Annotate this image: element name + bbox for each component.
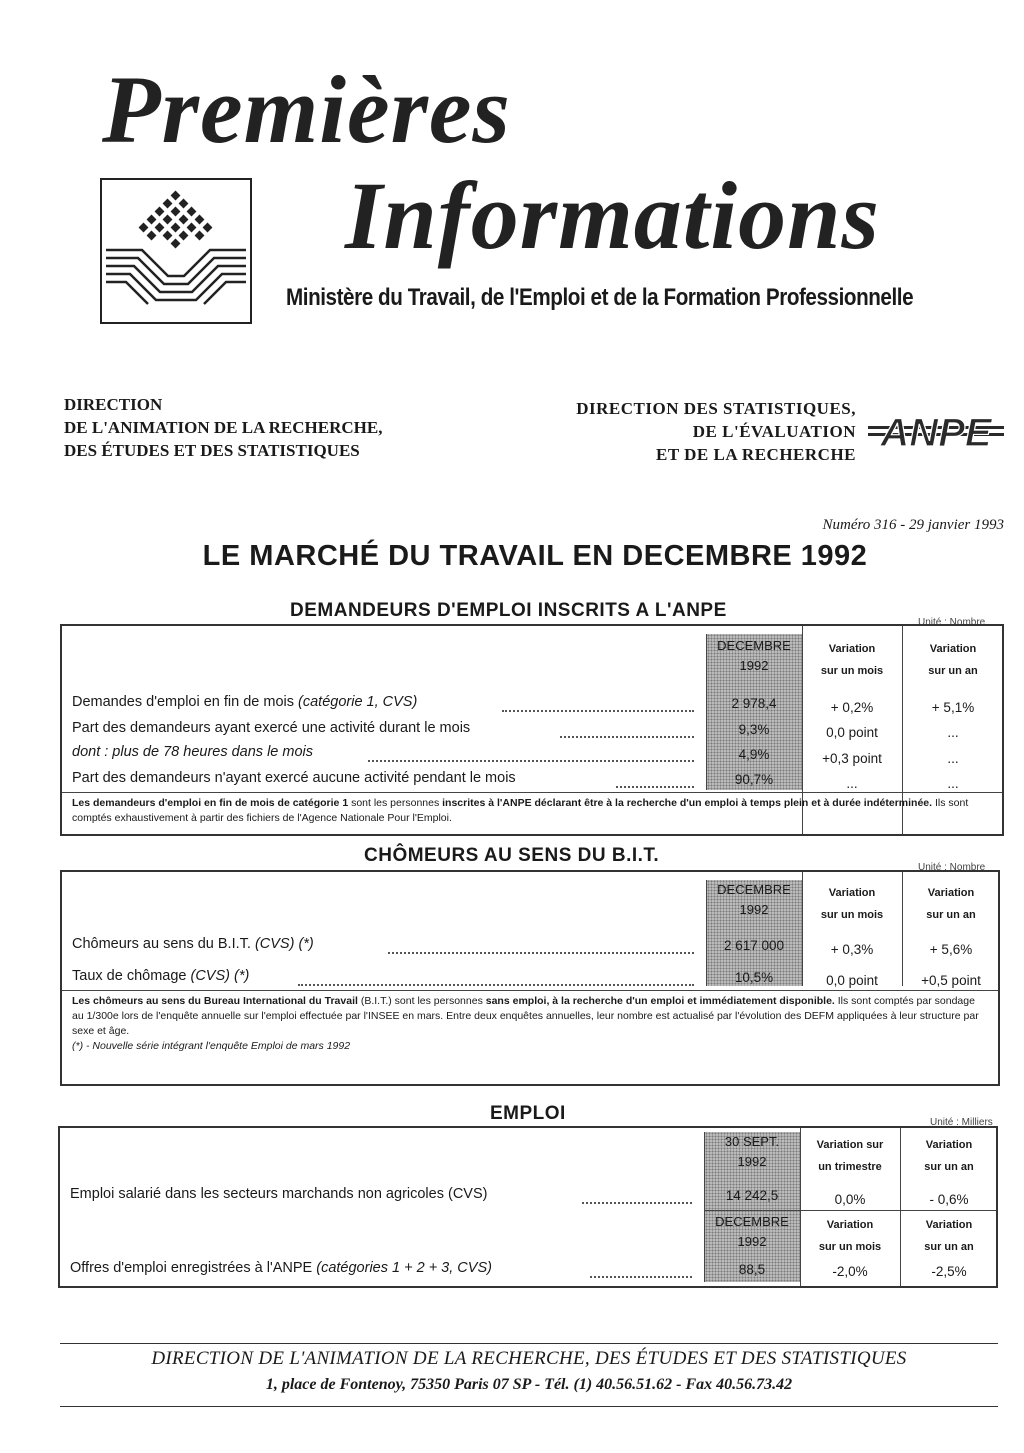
row-value: 14 242,5 xyxy=(725,1188,779,1203)
row-label-text: Part des demandeurs ayant exercé une activité durant le mois xyxy=(72,720,471,736)
direction-right xyxy=(576,397,856,466)
row-label-text: Taux de chômage xyxy=(72,968,187,984)
header-var1-line: sur un mois xyxy=(818,1241,882,1253)
row-var1: ... xyxy=(846,776,858,791)
direction-left xyxy=(64,393,382,462)
header-var2-line: sur un an xyxy=(928,665,978,677)
section1-table xyxy=(60,624,1004,836)
row-var1: + 0,3% xyxy=(830,942,874,957)
table-row-label xyxy=(70,1186,487,1202)
header-period-line: 1992 xyxy=(737,1234,767,1249)
header-var1 xyxy=(800,1214,900,1258)
header-period-line: DECEMBRE xyxy=(717,638,791,653)
section2-unit: Unité : Nombre xyxy=(918,862,986,873)
footer-direction: DIRECTION DE L'ANIMATION DE LA RECHERCHE, DES ÉTUDES ET DES STATISTIQUES xyxy=(151,1348,907,1369)
leader-dots xyxy=(582,1202,692,1204)
header-var2-line: Variation xyxy=(927,887,975,899)
issue-number: Numéro 316 - 29 janvier 1993 xyxy=(822,517,1004,533)
footer-rule-bottom xyxy=(60,1406,998,1407)
section1-note xyxy=(72,796,992,826)
note-text: Ils sont comptés par sondage au 1/300e lors de l'enquête annuelle sur l'emploi effectuée par l'INSEE en mars. Entre deux enquêtes annuelles, leur nombre est actualisé par l'évolution des DEFM appliquées à leur structure par sexe et âge. xyxy=(72,995,979,1037)
header-var1 xyxy=(802,638,902,682)
header-var1-line: Variation xyxy=(828,643,876,655)
table-row-label xyxy=(72,936,314,952)
table-row-label xyxy=(72,968,249,984)
header-var2 xyxy=(900,1214,998,1258)
leader-dots xyxy=(502,710,694,712)
anpe-logo-icon xyxy=(868,408,1004,452)
note-italic: (*) - Nouvelle série intégrant l'enquête Emploi de mars 1992 xyxy=(72,1040,351,1052)
row-var1: -2,0% xyxy=(832,1264,868,1279)
title-informations: Informations xyxy=(345,162,880,269)
header-period-line: 30 SEPT. xyxy=(724,1134,780,1149)
row-label-text: Emploi salarié dans les secteurs marchands non agricoles (CVS) xyxy=(70,1186,488,1202)
direction-left-line: DE L'ANIMATION DE LA RECHERCHE, xyxy=(64,418,383,437)
direction-right-line: DIRECTION DES STATISTIQUES, xyxy=(576,399,856,418)
header-var2 xyxy=(900,1134,998,1178)
header-var1-line: Variation sur xyxy=(816,1139,884,1151)
row-label-italic: (catégorie 1, CVS) xyxy=(298,694,418,710)
section2-title: CHÔMEURS AU SENS DU B.I.T. xyxy=(364,845,660,866)
header-var2-line: sur un an xyxy=(924,1241,974,1253)
note-bold: inscrites à l'ANPE déclarant être à la recherche d'un emploi à temps plein et à durée indéterminée. xyxy=(442,797,933,809)
header-var1 xyxy=(802,882,902,926)
row-value: 9,3% xyxy=(738,722,770,737)
note-text: sont les personnes xyxy=(351,797,440,809)
row-label-italic: dont : plus de 78 heures dans le mois xyxy=(72,744,314,760)
row-label-text: Offres d'emploi enregistrées à l'ANPE xyxy=(70,1260,313,1276)
row-var1: 0,0% xyxy=(834,1192,866,1207)
note-bold: sans emploi, à la recherche d'un emploi et immédiatement disponible. xyxy=(485,995,835,1007)
note-bold: Les chômeurs au sens du Bureau International du Travail xyxy=(72,995,358,1007)
note-divider xyxy=(62,990,998,991)
header-period xyxy=(704,1212,800,1252)
row-var2: - 0,6% xyxy=(929,1192,969,1207)
leader-dots xyxy=(298,984,694,986)
row-var2: -2,5% xyxy=(931,1264,967,1279)
anpe-logo xyxy=(868,408,1004,452)
header-var1-line: Variation xyxy=(828,887,876,899)
row-var2: ... xyxy=(947,725,959,740)
section1-title: DEMANDEURS D'EMPLOI INSCRITS A L'ANPE xyxy=(290,600,727,621)
header-var1-line: Variation xyxy=(826,1219,874,1231)
header-period-line: 1992 xyxy=(737,1154,767,1169)
row-label-text: Chômeurs au sens du B.I.T. xyxy=(72,936,251,952)
direction-right-line: DE L'ÉVALUATION xyxy=(692,422,856,441)
row-value: 10,5% xyxy=(734,970,774,985)
row-var2: + 5,1% xyxy=(931,700,975,715)
row-divider xyxy=(704,1210,996,1211)
row-label-text: Demandes d'emploi en fin de mois xyxy=(72,694,294,710)
note-divider xyxy=(62,792,1002,793)
row-var2: + 5,6% xyxy=(929,942,973,957)
header-period xyxy=(706,636,802,676)
note-text: Ils sont comptés exhaustivement à partir des fichiers de l'Agence Nationale Pour l'Emploi. xyxy=(72,797,969,824)
section2-note xyxy=(72,994,988,1054)
row-label-italic: (CVS) (*) xyxy=(190,968,250,984)
row-var2: ... xyxy=(947,751,959,766)
table-row-label xyxy=(72,720,470,736)
ministry-logo xyxy=(100,178,252,324)
ministry-name: Ministère du Travail, de l'Emploi et de la Formation Professionnelle xyxy=(286,284,914,311)
footer-address: 1, place de Fontenoy, 75350 Paris 07 SP - Tél. (1) 40.56.51.62 - Fax 40.56.73.42 xyxy=(265,1376,793,1393)
header-var2 xyxy=(902,638,1004,682)
header-period xyxy=(706,880,802,920)
header-var2-line: Variation xyxy=(925,1219,973,1231)
table-row-label xyxy=(72,770,516,786)
footer-rule-top xyxy=(60,1343,998,1344)
section3-title: EMPLOI xyxy=(490,1103,566,1124)
header-period-line: 1992 xyxy=(739,658,769,673)
header-var2 xyxy=(902,882,1000,926)
row-var2: ... xyxy=(947,776,959,791)
ministry-logo-icon xyxy=(102,180,250,322)
section3-table xyxy=(58,1126,998,1288)
direction-left-line: DIRECTION xyxy=(64,395,163,414)
header-period-line: 1992 xyxy=(739,902,769,917)
leader-dots xyxy=(368,760,694,762)
header-var1-line: sur un mois xyxy=(820,909,884,921)
leader-dots xyxy=(616,786,694,788)
header-var2-line: sur un an xyxy=(924,1161,974,1173)
header-period xyxy=(704,1132,800,1172)
row-value: 4,9% xyxy=(738,747,770,762)
row-value: 2 617 000 xyxy=(723,938,785,953)
table-row-label xyxy=(70,1260,492,1276)
header-var1-line: un trimestre xyxy=(818,1161,882,1173)
row-label-text: Part des demandeurs n'ayant exercé aucune activité pendant le mois xyxy=(72,770,516,786)
header-var1 xyxy=(800,1134,900,1178)
row-var1: + 0,2% xyxy=(830,700,874,715)
header-var2-line: Variation xyxy=(925,1139,973,1151)
main-title: LE MARCHÉ DU TRAVAIL EN DECEMBRE 1992 xyxy=(202,540,868,572)
table-row-label xyxy=(72,694,417,710)
title-premieres: Premières xyxy=(102,56,511,163)
row-value: 88,5 xyxy=(738,1262,766,1277)
row-label-italic: (catégories 1 + 2 + 3, CVS) xyxy=(316,1260,492,1276)
note-bold: Les demandeurs d'emploi en fin de mois de catégorie 1 xyxy=(72,797,349,809)
header-var2-line: Variation xyxy=(929,643,977,655)
row-var1: 0,0 point xyxy=(826,725,878,740)
leader-dots xyxy=(560,736,694,738)
note-text: (B.I.T.) sont les personnes xyxy=(360,995,483,1007)
direction-right-line: ET DE LA RECHERCHE xyxy=(656,445,856,464)
header-period-line: DECEMBRE xyxy=(715,1214,789,1229)
direction-left-line: DES ÉTUDES ET DES STATISTIQUES xyxy=(64,441,360,460)
leader-dots xyxy=(388,952,694,954)
row-label-italic: (CVS) (*) xyxy=(254,936,314,952)
section2-table xyxy=(60,870,1000,1086)
row-var2: +0,5 point xyxy=(921,973,981,988)
leader-dots xyxy=(590,1276,692,1278)
section3-unit: Unité : Milliers xyxy=(930,1117,993,1128)
table-row-label xyxy=(72,744,313,760)
anpe-logo-text: ANPE xyxy=(880,411,992,452)
row-var1: +0,3 point xyxy=(822,751,882,766)
row-var1: 0,0 point xyxy=(826,973,878,988)
header-var2-line: sur un an xyxy=(926,909,976,921)
section1-unit: Unité : Nombre xyxy=(918,617,986,628)
header-period-line: DECEMBRE xyxy=(717,882,791,897)
header-var1-line: sur un mois xyxy=(820,665,884,677)
row-value: 90,7% xyxy=(734,772,774,787)
row-value: 2 978,4 xyxy=(731,696,777,711)
